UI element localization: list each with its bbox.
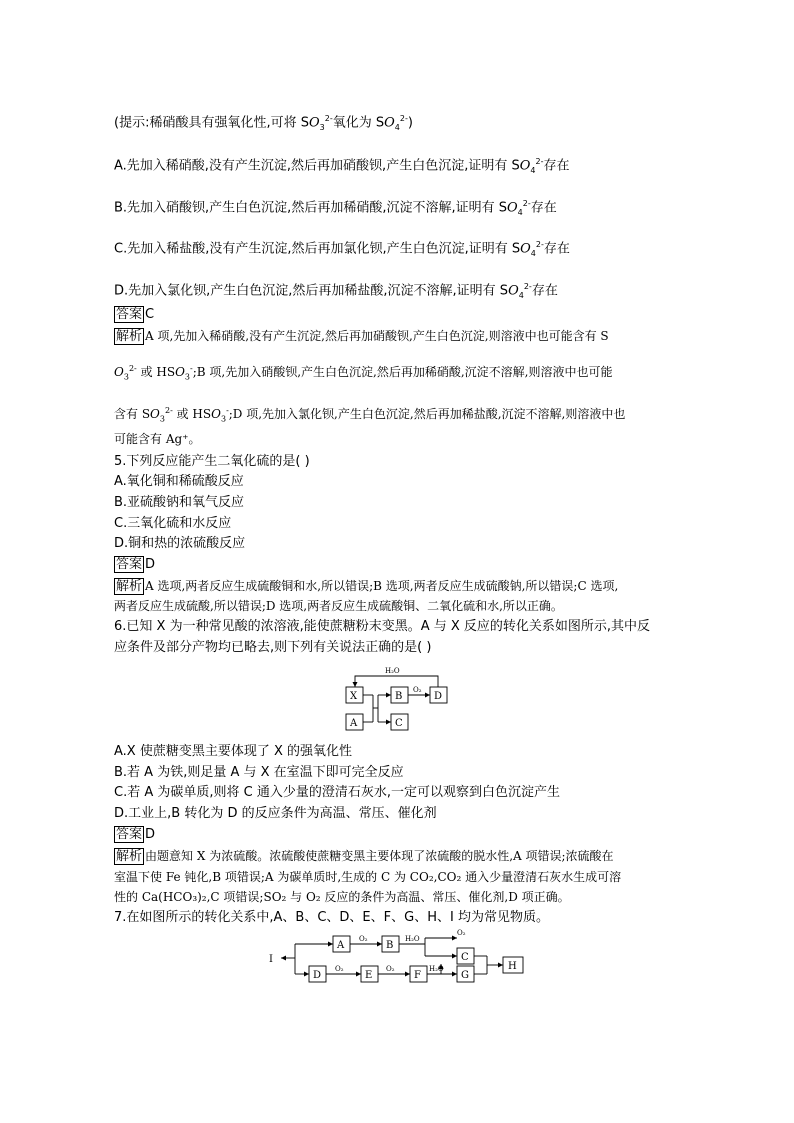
- q5-stem: 5.下列反应能产生二氧化硫的是( ): [114, 454, 310, 469]
- q4-option-c: C.先加入稀盐酸,没有产生沉淀,然后再加氯化钡,产生白色沉淀,证明有 $SO_4^{2-}$存在: [114, 236, 570, 263]
- hint-text-2: 氧化为 S: [332, 115, 385, 131]
- sulfate-ion: $O_4^{2-}$: [520, 240, 544, 258]
- q5-option-b: B.亚硫酸钠和氧气反应: [114, 495, 245, 510]
- q4-analysis-line-1: 解析 A 项,先加入稀硝酸,没有产生沉淀,然后再加硝酸钡,产生白色沉淀,则溶液中也可能含有 S: [116, 329, 609, 344]
- label-o2: O₂: [413, 686, 422, 694]
- label-o2-4: O₂: [386, 965, 395, 973]
- q7-stem: 7.在如图所示的转化关系中,A、B、C、D、E、F、G、H、I 均为常见物质。: [114, 910, 549, 925]
- sulfate-ion: $O_4^{2-}$: [519, 157, 544, 175]
- q6-option-c: C.若 A 为碳单质,则将 C 通入少量的澄清石灰水,一定可以观察到白色沉淀产生: [114, 785, 560, 800]
- label-h2o: H₂O: [385, 667, 400, 675]
- q5-option-c: C.三氧化硫和水反应: [114, 516, 232, 531]
- q4-option-b: B.先加入硝酸钡,产生白色沉淀,然后再加稀硝酸,沉淀不溶解,证明有 $SO_4^{2-}$存在: [114, 195, 557, 222]
- hint-open: (提示:: [114, 115, 150, 131]
- q5-analysis-line-2: 两者反应生成硫酸,所以错误;D 选项,两者反应生成硫酸铜、二氧化硫和水,所以正确。: [114, 599, 563, 613]
- q4-analysis-line-2: $O_3^{2-}$ 或 $HSO_3^-;B$ 项,先加入硝酸钡,产生白色沉淀,然后再加稀硝酸,沉淀不溶解,则溶液中也可能: [114, 364, 613, 382]
- label-e: E: [365, 970, 373, 981]
- q6-option-b: B.若 A 为铁,则足量 A 与 X 在室温下即可完全反应: [114, 765, 404, 780]
- label-f: F: [414, 970, 421, 981]
- label-x: X: [350, 691, 358, 702]
- sulfite-ion: $O_3^{2-}$: [308, 114, 333, 132]
- label-i: I: [269, 954, 273, 965]
- q7-diagram: [265, 928, 535, 990]
- label-b: B: [395, 691, 403, 702]
- label-d: D: [313, 970, 322, 981]
- q4-analysis-line-3: 含有 $SO_3^{2-}$ 或 $HSO_3^-;D$ 项,先加入氯化钡,产生白色沉淀,然后再加稀盐酸,沉淀不溶解,则溶液中也: [114, 406, 626, 424]
- q6-stem-line-1: 6.已知 X 为一种常见酸的浓溶液,能使蔗糖粉末变黑。A 与 X 反应的转化关系如图所示,其中反: [114, 619, 651, 634]
- sulfate-ion: $O_4^{2-}$: [508, 282, 532, 300]
- q4-option-a: A.先加入稀硝酸,没有产生沉淀,然后再加硝酸钡,产生白色沉淀,证明有 $SO_4^{2-}$存在: [114, 153, 569, 180]
- answer-label: 答案: [116, 307, 143, 322]
- hint-line: (提示:稀硝酸具有强氧化性,可将 $SO_3^{2-}$氧化为 $SO_4^{2-}$): [114, 110, 413, 137]
- label-h: H: [508, 961, 517, 972]
- q6-analysis-line-1: 解析 由题意知 X 为浓硫酸。浓硫酸使蔗糖变黑主要体现了浓硫酸的脱水性,A 项错误;浓硫酸在: [116, 849, 614, 864]
- label-o2-1: O₂: [359, 935, 368, 943]
- label-c: C: [461, 952, 469, 963]
- label-b: B: [386, 940, 394, 951]
- q6-option-a: A.X 使蔗糖变黑主要体现了 X 的强氧化性: [114, 744, 353, 759]
- q4-option-d: D.先加入氯化钡,产生白色沉淀,然后再加稀盐酸,沉淀不溶解,证明有 $SO_4^{2-}$存在: [114, 278, 558, 305]
- q6-analysis-line-3: 性的 Ca(HCO₃)₂,C 项错误;SO₂ 与 O₂ 反应的条件为高温、常压、催化剂,D 项正确。: [114, 890, 570, 904]
- q6-answer: 答案 D: [116, 827, 156, 842]
- sulfate-ion: $O_4^{2-}$: [384, 114, 408, 132]
- label-g: G: [461, 970, 469, 981]
- q6-stem-line-2: 应条件及部分产物均已略去,则下列有关说法正确的是( ): [114, 640, 432, 655]
- label-d: D: [434, 691, 443, 702]
- label-h2o-1: H₂O: [405, 935, 420, 943]
- sulfate-ion: $O_4^{2-}$: [506, 199, 531, 217]
- q6-option-d: D.工业上,B 转化为 D 的反应条件为高温、常压、催化剂: [114, 806, 437, 821]
- label-a: A: [350, 718, 358, 729]
- q6-analysis-line-2: 室温下使 Fe 钝化,B 项错误;A 为碳单质时,生成的 C 为 CO₂,CO₂ 通入少量澄清石灰水生成可溶: [114, 870, 622, 884]
- q4-analysis-line-4: 可能含有 Ag⁺。: [114, 432, 201, 446]
- q5-option-a: A.氧化铜和稀硫酸反应: [114, 474, 244, 489]
- analysis-label: 解析: [116, 329, 143, 344]
- q5-analysis-line-1: 解析 A 选项,两者反应生成硫酸铜和水,所以错误;B 选项,两者反应生成硫酸钠,所以错误;C 选项,: [116, 579, 619, 594]
- q5-answer: 答案 D: [116, 557, 156, 572]
- q5-option-d: D.铜和热的浓硫酸反应: [114, 536, 246, 551]
- label-o2-3: O₂: [335, 965, 344, 973]
- q4-answer: [114, 306, 154, 324]
- label-h2o-2: H₂O: [429, 965, 444, 973]
- label-a: A: [337, 940, 345, 951]
- answer-value: C: [145, 307, 155, 322]
- label-o2-2: O₂: [457, 929, 466, 937]
- hint-text-1: 稀硝酸具有强氧化性,可将 S: [149, 115, 309, 131]
- label-c: C: [395, 718, 403, 729]
- q6-diagram: [340, 660, 460, 736]
